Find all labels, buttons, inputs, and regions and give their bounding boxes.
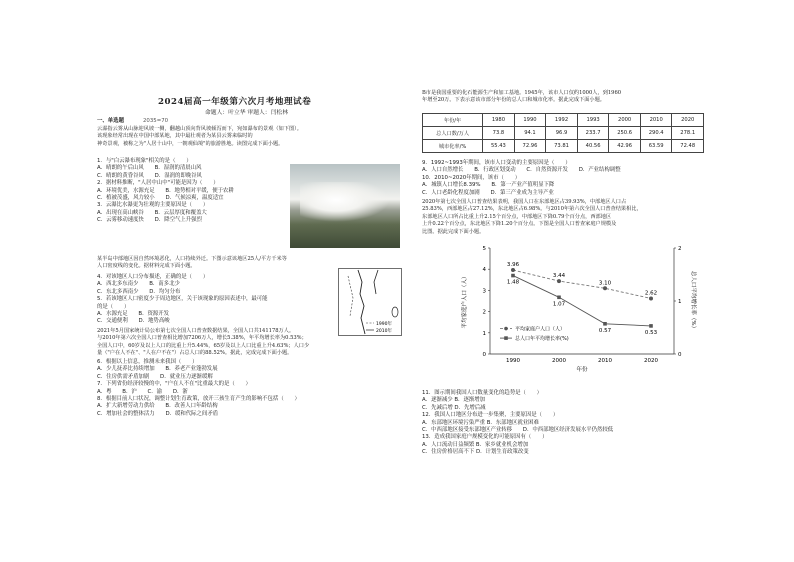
question-11: 11．图示期间我国人口数量变化的趋势是（ ） [422,390,543,396]
y-right-tick-label: 0 [678,352,682,358]
table-header-cell: 2000 [609,114,641,127]
region-line: 上升0.22个百分点，东北地区下降1.20个百分点。下图是全国人口普查家庭户规模及 [422,221,617,228]
table-cell: 72.48 [672,140,704,153]
right-intro [422,90,621,105]
series-2-point [511,274,515,278]
y-left-tick-label: 0 [482,352,486,358]
data-label: 0.53 [644,329,658,336]
q2-options-ab: A．环境优美，水源充足 B．地势相对平缓，便于农耕 [97,187,234,194]
q5-options-ab: A．水源充足 B．资源开发 [97,311,170,318]
y-left-tick-label: 3 [482,288,486,295]
q8-options-ab: A．扩大新增劳动力供给 B．改善人口年龄结构 [97,403,218,410]
question-block-2 [97,274,268,326]
x-tick-label: 2010 [598,358,612,364]
data-label: 2.62 [644,290,658,297]
question-12: 12．我国人口地区分布进一步集聚，主要原因是（ ） [422,412,559,419]
table-header-row [423,114,704,127]
table-header-cell: 年份/年 [423,114,483,127]
table-row [423,140,704,153]
q6-options-cd: C．住房供需矛盾加剧 D．就业压力逐渐缓解 [97,373,213,380]
question-9: 9．1992~1993年期间，该市人口变动的主要原因是（ ） [422,160,571,166]
exam-authors: 命题人：叶立华 审题人：闫松林 [205,110,288,116]
series-1-point [603,286,607,290]
intro-line: 神奇景观，被称之为"人居十山中，一朝观仙境"的旅游胜地。读图完成下面小题。 [97,140,284,147]
map-intro [97,256,287,271]
intro-line: 该现象经常出现在中国中部某地，其中最壮观者为某县云雾来临时的 [97,133,253,140]
census-line: 全国人口中，60岁及以上人口的比重上升5.44%，65岁及以上人口比重上升4.63%；人口少 [97,342,310,349]
data-label: 1.48 [506,279,520,286]
data-label: 3.44 [552,273,566,280]
table-header-cell: 1990 [514,114,546,127]
table-cell: 250.6 [609,127,641,140]
y-right-tick-label: 2 [678,246,682,252]
legend-label-1990: 1990年 [376,322,392,327]
census-region-paragraph [422,199,642,236]
census-paragraph [97,328,309,358]
table-cell: 233.7 [577,127,609,140]
section-score: 2035=70 [143,118,169,124]
question-13: 13．造成我国家庭户规模变化的可能原因有（ ） [422,434,548,441]
series-1-point [557,279,561,283]
table-cell: 城市化率/% [423,140,483,153]
q7-options: A．粤 B．沪 C．渝 D．浙 [97,388,188,395]
series-2-point [557,295,561,299]
legend-label-1: 平均家庭户人口（人） [515,326,566,333]
data-label: 0.57 [598,327,612,334]
q3-options-cd: C．云雾移动速度快 D．降空气上升强烈 [97,217,202,224]
legend-marker-1 [504,327,508,331]
intro-line: 云瀑指云雾从山脉迎风坡一侧，翻越山顶向背风坡倾泻而下，宛如瀑布的景观（如下图）。 [97,126,302,132]
q10-options-ab: A．城镇人口增长8.39% B．第一产业产值明显下降 [422,182,555,189]
table-header-cell: 1980 [483,114,515,127]
question-block-4 [422,160,621,197]
q11-options-ab: A．逐渐减少 B．逐渐增加 [422,397,486,404]
right-intro-line: 年增至20万。下表示意该市部分年份的总人口和城市化率。据此完成下面小题。 [422,97,605,104]
series-2-point [603,322,607,326]
data-label: 3.10 [598,280,612,287]
q9-options: A．人口自然增长 B．行政区划变动 C．自然资源开发 D．产业结构调整 [422,167,621,174]
q11-options-cd: C．先减后增 D．先增后减 [422,404,486,411]
region-line: 比图。据此完成下面小题。 [422,228,485,235]
q3-options-ab: A．出现在高山峡谷 B．云层厚度和覆盖大 [97,209,207,216]
census-line: 与2010年第六次全国人口普查相比增加7206万人，增长5.38%，年平均增长率为0.53%； [97,335,307,342]
y-left-tick-label: 1 [482,330,486,337]
question-3: 3．云瀑比水瀑更为壮观的主要原因是（ ） [97,202,209,209]
question-5: 5．若该地区人口密度少于周边地区，关于该现象的原因表述中，最可能 [97,296,268,303]
census-line: 量（"户在人不在"、"人在户不在"）占总人口的88.52%。据此，完成完成下面小题。 [97,350,293,357]
y-left-tick-label: 5 [482,246,486,252]
table-header-cell: 1992 [546,114,578,127]
table-cell: 73.8 [483,127,515,140]
q4-options-cd: C．东北多西南少 D．均匀分布 [97,288,181,295]
q1-options-ab: A．晴朗的午后山风 B．湿润的清晨山风 [97,165,202,172]
q10-options-cd: C．人口老龄化程度加剧 D．第三产业成为主导产业 [422,189,554,196]
census-line: 2021年5月国家统计局公布第七次全国人口普查数据结果，全国人口共141178万人。 [97,328,295,334]
region-line: 25.83%，西部地区占27.12%，东北地区占6.98%。与2010年第六次全国人口普查结果相比， [422,206,642,213]
right-intro-line: B市是我国重要的化石能源生产和加工基地。1945年，该市人口仅约1000人，到1960 [422,90,622,96]
table-cell: 42.96 [609,140,641,153]
question-block-1 [97,158,234,225]
y-left-axis-title: 平均家庭户人口（人） [462,273,468,329]
question-7: 7．下列省份经济较慢的中，"户在人不在"比重最大的是（ ） [97,381,251,388]
data-label: 3.96 [506,262,520,269]
question-1: 1．与"白云瀑布现象"相关的是（ ） [97,158,192,164]
x-axis-title: 年份 [576,367,588,373]
legend-marker-2 [504,336,508,340]
table-cell: 94.1 [514,127,546,140]
x-tick-label: 2000 [552,358,566,364]
section-heading: 一、单选题 [97,118,124,124]
x-tick-label: 2020 [644,358,658,364]
q8-options-cd: C．增加社会的整体活力 D．缓和代际之间矛盾 [97,410,219,417]
series-2-point [649,324,653,328]
table-row [423,127,704,140]
question-6: 6．根据以上信息，推测未来我国（ ） [97,359,198,365]
map-intro-line: 人口密度线的变化。据材料完成下面小题。 [97,263,196,270]
peninsula-map [338,268,402,336]
question-8: 8．根据目前人口状况，调整计划生育政策，放开三孩生育产生的影响不包括（ ） [97,396,300,403]
intro-paragraph-1 [97,126,397,148]
legend-label-2010: 2010年 [376,329,392,334]
map-frame [339,269,402,336]
exam-title: 2024届高一年级第六次月考地理试卷 [158,97,312,107]
question-block-3 [97,359,300,418]
question-5-cont: 的是（ ） [97,303,130,310]
table-cell: 72.96 [514,140,546,153]
y-left-tick-label: 4 [482,267,486,274]
q6-options-ab: A．少儿抚养比持续增加 B．养老产业蓬勃发展 [97,366,218,373]
data-label: 1.07 [552,301,566,308]
y-right-axis-title: 总人口平均增长率（%） [690,270,696,332]
x-tick-label: 1990 [506,358,520,364]
table-cell: 278.1 [672,127,704,140]
q1-options-cd: C．晴朗的黄昏谷风 D．湿润的即晚谷风 [97,172,202,179]
map-intro-line: 某半岛中部地区因自然环境恶化，人口持续外迁。下图示意该地区25人/平方千米等 [97,256,287,262]
cloud-waterfall-photo [290,164,400,248]
table-header-cell: 1993 [577,114,609,127]
table-cell: 40.56 [577,140,609,153]
q12-options-ab: A．东部地区环境污染严重 B．东部地区就业困难 [422,419,539,426]
table-cell: 73.81 [546,140,578,153]
q13-options-cd: C．住房价格居高不下 D．计划生育政策改变 [422,449,529,456]
table-cell: 55.43 [483,140,515,153]
series-line-2 [513,276,651,326]
question-block-5 [422,390,613,457]
legend-label-2: 总人口年平均增长率(%) [515,336,569,343]
series-line-1 [513,270,651,298]
region-line: 东部地区人口所占比重上升2.15个百分点，中部地区下降0.79个百分点，西部地区 [422,213,612,220]
q5-options-cd: C．交通便利 D．地势高峻 [97,318,170,325]
series-1-point [649,296,653,300]
question-2: 2．据材料推断，"人居中山中"可能是因为（ ） [97,180,219,187]
household-chart [452,236,714,386]
series-1-point [511,268,515,272]
table-cell: 总人口数/万人 [423,127,483,140]
y-left-tick-label: 2 [482,309,486,316]
table-cell: 63.59 [640,140,672,153]
table-cell: 290.4 [640,127,672,140]
population-table [422,113,704,153]
question-10: 10．2010~2020年期间，该市（ ） [422,174,521,181]
q12-options-cd: C．中西部地区接受东部地区产业转移 D．中西部地区经济发展水平仍然较低 [422,427,614,434]
table-cell: 96.9 [546,127,578,140]
table-header-cell: 2020 [672,114,704,127]
q13-options-ab: A．人口流动日益频繁 B．家乡就业机会增加 [422,441,529,448]
table-header-cell: 2010 [640,114,672,127]
cloud-shape [300,182,390,222]
y-right-tick-label: 1 [678,299,682,305]
q4-options-ab: A．西北多东南少 B．南多北少 [97,281,180,288]
question-4: 4．对该地区人口分布描述，正确的是（ ） [97,274,209,280]
q2-options-cd: C．植被茂盛，风力较小 D．气候凉爽，温度适宜 [97,195,224,202]
region-line: 2020年第七次全国人口普查结果表明，我国人口在东部地区占39.93%，中部地区人口占 [422,199,627,205]
